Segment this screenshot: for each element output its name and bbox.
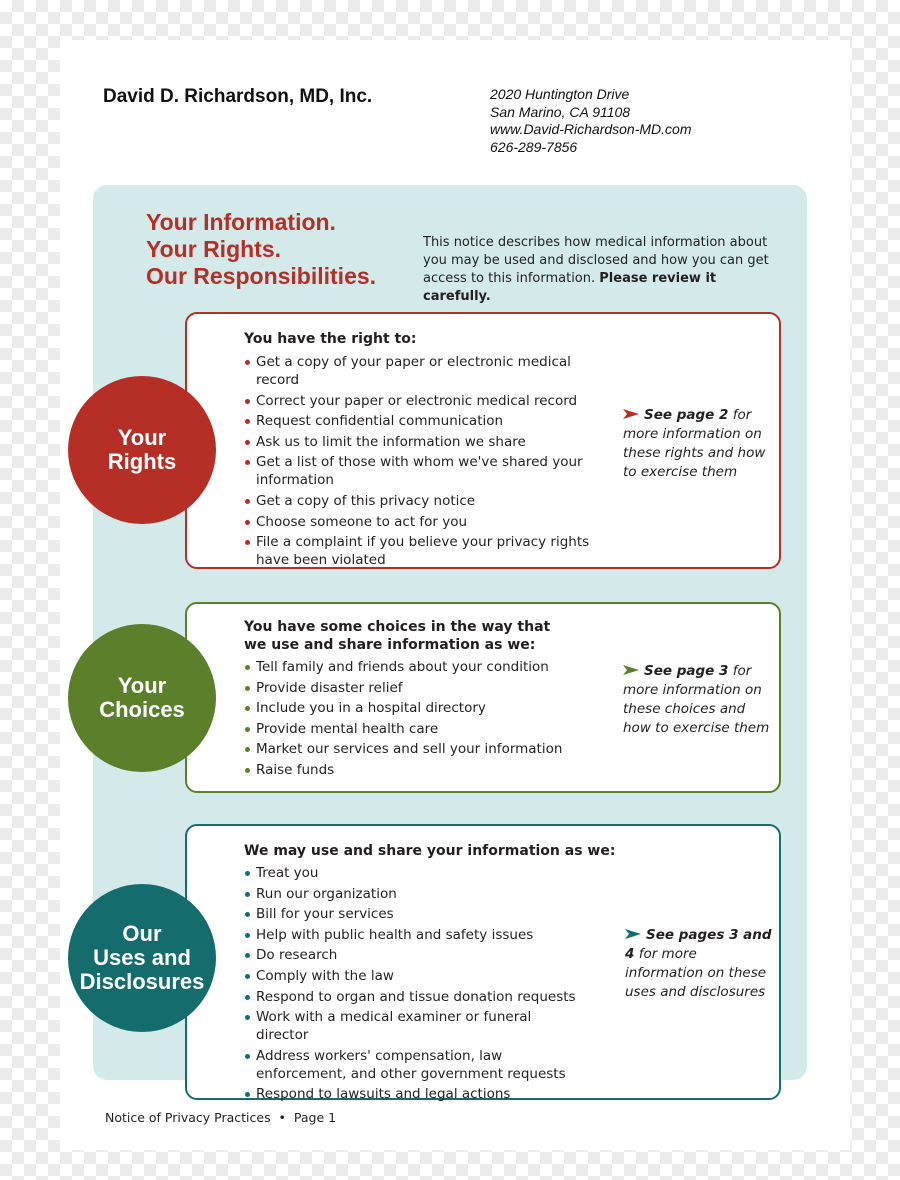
list-item: Ask us to limit the information we share — [244, 433, 594, 451]
arrow-right-icon — [623, 408, 639, 420]
address-website[interactable]: www.David-Richardson-MD.com — [490, 121, 692, 137]
rights-box — [185, 312, 781, 569]
list-item: Market our services and sell your information — [244, 740, 584, 758]
organization-name: David D. Richardson, MD, Inc. — [103, 86, 373, 107]
rights-title: You have the right to: — [244, 331, 417, 347]
list-item: Include you in a hospital directory — [244, 699, 584, 717]
intro-body: This notice describes how medical information about you may be used and disclosed and how you can get access to this information. — [423, 235, 769, 286]
choices-see-page-ref: See page 3 — [644, 663, 729, 679]
intro-text — [423, 234, 783, 306]
headline-line-1: Your Information. — [146, 209, 336, 235]
list-item: Respond to organ and tissue donation requests — [244, 988, 584, 1006]
address-phone: 626-289-7856 — [490, 138, 578, 155]
rights-see-page — [623, 406, 773, 482]
address-city: San Marino, CA 91108 — [490, 103, 631, 120]
uses-see-page — [625, 926, 775, 1002]
rights-circle-label: Your Rights — [107, 425, 177, 474]
list-item: Work with a medical examiner or funeral director — [244, 1008, 584, 1044]
list-item: Provide mental health care — [244, 720, 584, 738]
rights-circle — [68, 376, 216, 524]
choices-list — [244, 658, 584, 782]
arrow-right-icon — [623, 664, 639, 676]
choices-see-page-text: for more information on these choices and how to exercise them — [623, 663, 770, 736]
rights-see-page-text: for more information on these rights and how to exercise them — [623, 407, 766, 480]
address-street: 2020 Huntington Drive — [490, 86, 630, 102]
list-item: Raise funds — [244, 761, 584, 779]
headline-line-2: Your Rights. — [146, 236, 282, 262]
choices-title: You have some choices in the way that we use and share information as we: — [244, 619, 551, 653]
uses-circle-label: Our Uses and Disclosures — [79, 921, 205, 994]
list-item: Choose someone to act for you — [244, 513, 594, 531]
choices-see-page — [623, 662, 773, 738]
list-item: Get a list of those with whom we've shared your information — [244, 453, 594, 489]
list-item: Do research — [244, 946, 584, 964]
headline — [146, 209, 376, 290]
rights-see-page-ref: See page 2 — [644, 407, 729, 423]
list-item: Correct your paper or electronic medical record — [244, 392, 594, 410]
list-item: File a complaint if you believe your privacy rights have been violated — [244, 533, 594, 569]
choices-circle — [68, 624, 216, 772]
headline-line-3: Our Responsibilities. — [146, 263, 377, 289]
intro-emphasis: Please review it carefully. — [423, 271, 717, 304]
list-item: Request confidential communication — [244, 412, 594, 430]
uses-see-page-text: for more information on these uses and disclosures — [625, 946, 767, 1000]
uses-title: We may use and share your information as we: — [244, 843, 616, 859]
choices-box — [185, 602, 781, 793]
list-item: Tell family and friends about your condition — [244, 658, 584, 676]
arrow-right-icon — [625, 928, 641, 940]
list-item: Get a copy of this privacy notice — [244, 492, 594, 510]
list-item: Run our organization — [244, 885, 584, 903]
address-block — [490, 86, 692, 156]
list-item: Bill for your services — [244, 905, 584, 923]
uses-box — [185, 824, 781, 1103]
list-item: Respond to lawsuits and legal actions — [244, 1085, 584, 1103]
uses-see-page-ref: See pages 3 and 4 — [625, 927, 772, 962]
uses-circle — [68, 884, 216, 1032]
list-item: Comply with the law — [244, 967, 584, 985]
list-item: Help with public health and safety issues — [244, 926, 584, 944]
uses-list — [244, 864, 584, 1106]
list-item: Get a copy of your paper or electronic medical record — [244, 353, 594, 389]
list-item: Treat you — [244, 864, 584, 882]
list-item: Address workers' compensation, law enforcement, and other government requests — [244, 1047, 584, 1083]
page-footer: Notice of Privacy Practices • Page 1 — [105, 1110, 337, 1125]
list-item: Provide disaster relief — [244, 679, 584, 697]
rights-list — [244, 353, 594, 572]
choices-circle-label: Your Choices — [99, 673, 185, 722]
